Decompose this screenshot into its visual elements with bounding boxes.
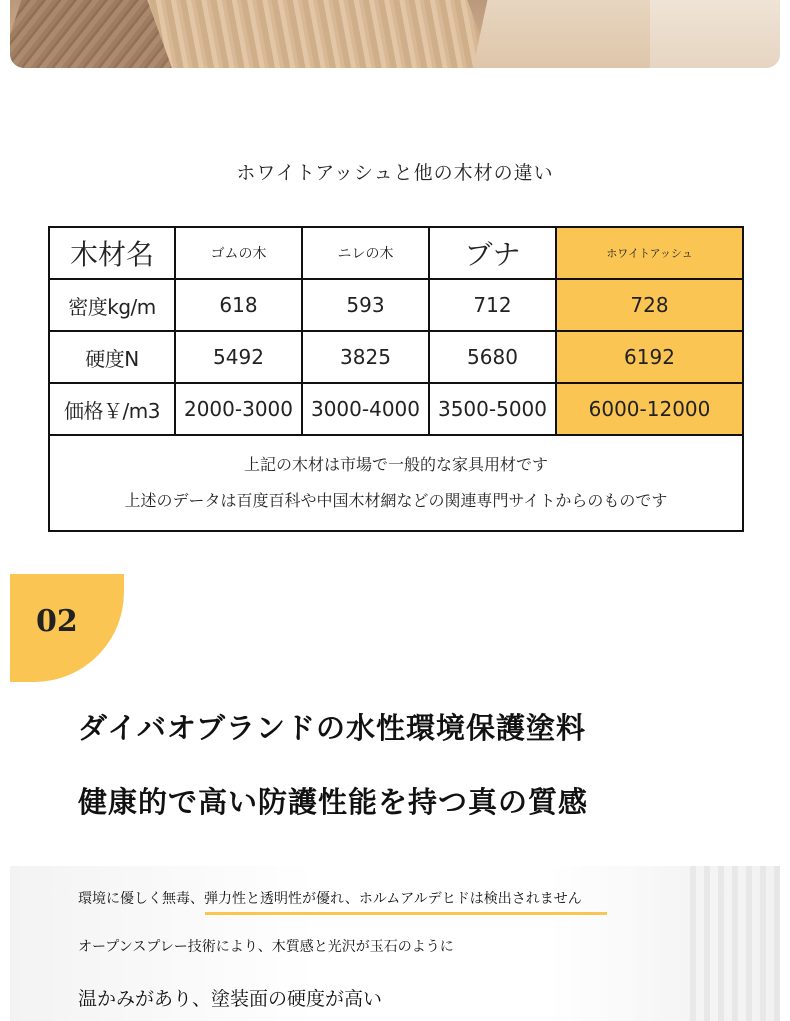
curtain-decoration: [690, 866, 780, 1021]
body-line: オープンスプレー技術により、木質感と光沢が玉石のように: [78, 939, 454, 955]
table-row-price: [49, 383, 743, 435]
headline: ダイバオブランドの水性環境保護塗料: [78, 711, 586, 745]
table-row-density: [49, 279, 743, 331]
table-notes: [49, 435, 743, 531]
body-line: 温かみがあり、塗装面の硬度が高い: [78, 988, 383, 1010]
table-cell-highlight: 6000-12000: [556, 383, 743, 435]
row-label: 硬度N: [49, 331, 175, 383]
table-cell-highlight: 6192: [556, 331, 743, 383]
body-line: 環境に優しく無毒、弾力性と透明性が優れ、ホルムアルデヒドは検出されません: [78, 891, 582, 907]
table-cell: 2000-3000: [175, 383, 302, 435]
table-cell: 5492: [175, 331, 302, 383]
section-badge: [10, 574, 124, 682]
table-title: ホワイトアッシュと他の木材の違い: [236, 162, 554, 184]
header-cell-beech: ブナ: [429, 227, 556, 279]
header-cell-elm: ニレの木: [302, 227, 429, 279]
table-cell: 712: [429, 279, 556, 331]
table-cell: 618: [175, 279, 302, 331]
row-label: 価格￥/m3: [49, 383, 175, 435]
headline: 健康的で高い防護性能を持つ真の質感: [78, 785, 589, 819]
table-cell-highlight: 728: [556, 279, 743, 331]
highlight-underline: [205, 912, 607, 915]
note-line: 上述のデータは百度百科や中国木材網などの関連専門サイトからのものです: [124, 491, 668, 510]
header-cell-wood-name: 木材名: [49, 227, 175, 279]
table-cell: 5680: [429, 331, 556, 383]
wood-comparison-table: [48, 226, 744, 532]
section-number: 02: [36, 604, 78, 639]
table-cell: 593: [302, 279, 429, 331]
table-header-row: [49, 227, 743, 279]
table-notes-row: [49, 435, 743, 531]
table-cell: 3500-5000: [429, 383, 556, 435]
table-cell: 3825: [302, 331, 429, 383]
table-cell: 3000-4000: [302, 383, 429, 435]
header-cell-rubberwood: ゴムの木: [175, 227, 302, 279]
note-line: 上記の木材は市場で一般的な家具用材です: [243, 455, 548, 474]
header-cell-white-ash: ホワイトアッシュ: [556, 227, 743, 279]
table-row-hardness: [49, 331, 743, 383]
row-label: 密度kg/m: [49, 279, 175, 331]
wood-photo: [10, 0, 780, 68]
